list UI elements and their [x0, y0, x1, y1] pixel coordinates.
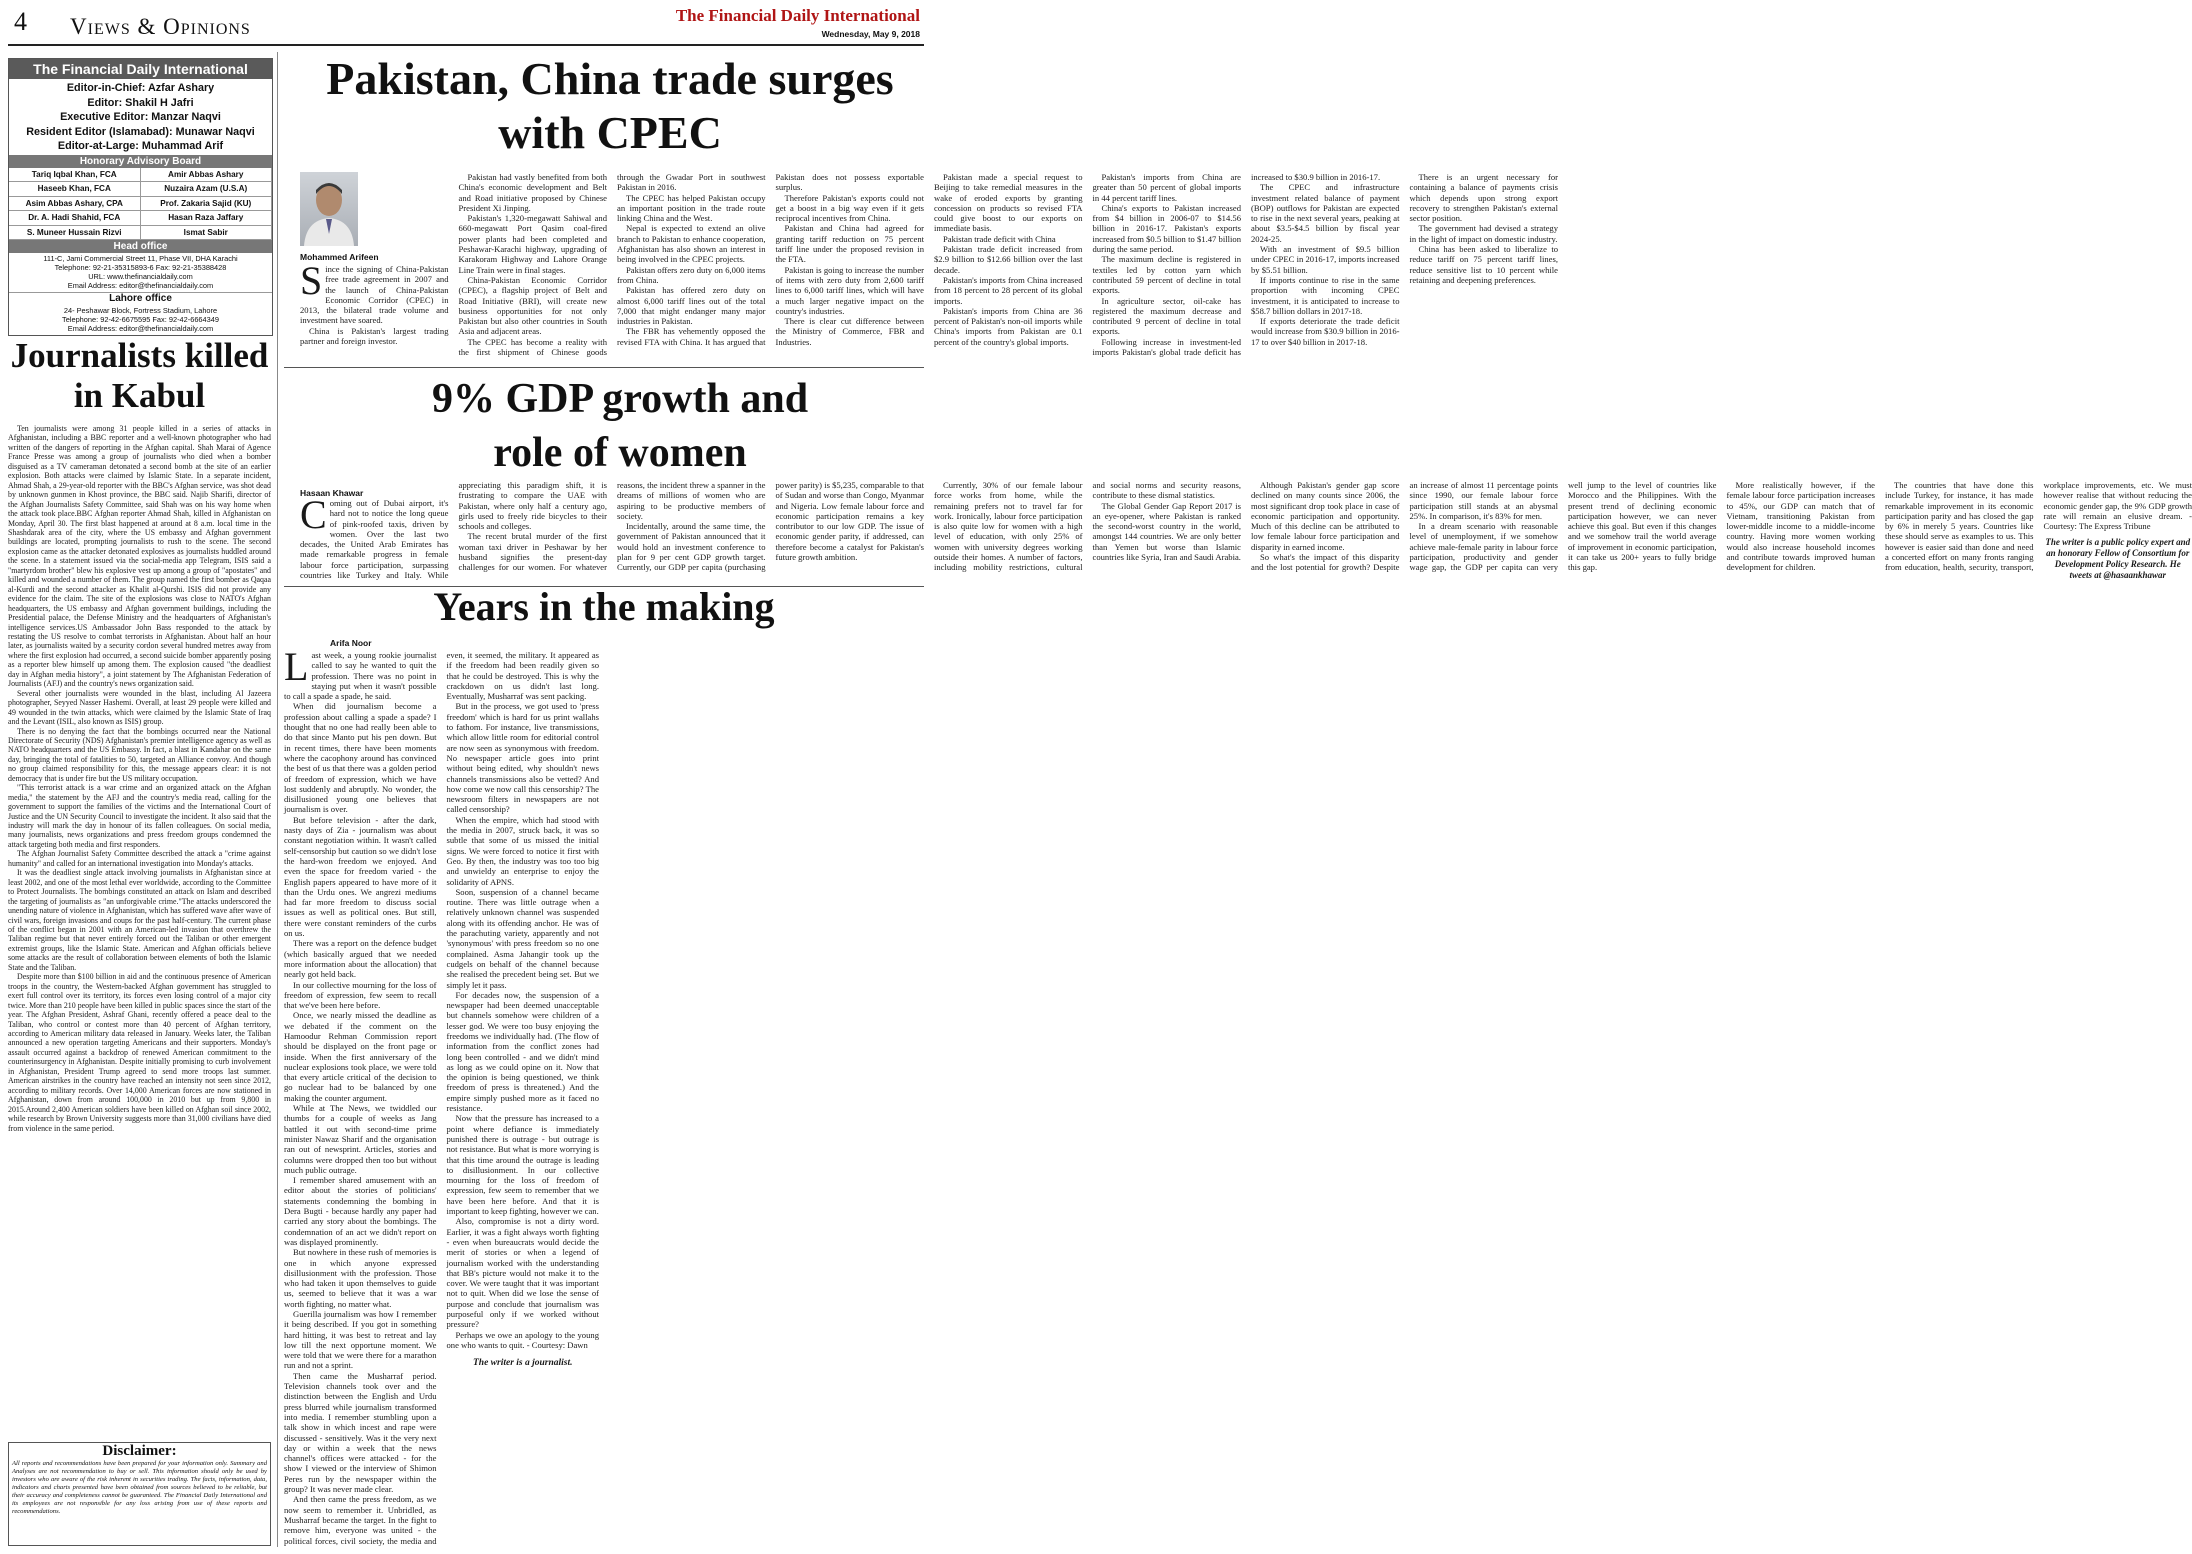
paragraph: Once, we nearly missed the deadline as we debated if the comment on the Hamoodur Rehman Commission report should be displayed on the front page or inside. When the first anniversary of the nuclear explosions took place, we were told that every article critical of the decision to go nuclear had to be balanced by one making the counter argument.	[284, 1010, 437, 1103]
years-headline: Years in the making	[433, 584, 775, 629]
advisory-title: Honorary Advisory Board	[9, 155, 272, 168]
editorial-board	[8, 58, 273, 336]
editor-line: Executive Editor: Manzar Naqvi	[60, 111, 221, 123]
paragraph: But nowhere in these rush of memories is one in which anyone expressed disillusionment with the profession. Those who had taken it upon themselves to guide us, seemed to believe that it was a war worth fighting, no matter what.	[284, 1247, 437, 1309]
paragraph: Also, compromise is not a dirty word. Earlier, it was a fight always worth fighting - even when bureaucrats would decide the merit of stories or when a legend of journalism worked with the understanding that BB's picture would not make it to the cover. We were taught that it was important not to quit. When did we lose the sense of purpose and conclude that journalism was purposeful only if we worked without pressure?	[446, 1216, 599, 1330]
advisor: Asim Abbas Ashary, CPA	[9, 197, 141, 212]
section-title: Views & Opinions	[70, 14, 251, 39]
paragraph: China's exports to Pakistan increased from $4 billion in 2006-07 to $14.56 billion in 2016-17. Pakistan's exports increased from $0.5 billion to $1.47 billion during the same period.	[1092, 202, 1241, 255]
author-bio: The writer is a public policy expert and an honorary Fellow of Consortium for Development Policy Research. He tweets at @hasaankhawar	[2045, 537, 2191, 581]
paragraph: The CPEC has become a reality with the first shipment of Chinese goods through the Gwadar Port in southwest Pakistan in 2016.	[458, 172, 766, 358]
paragraph: Pakistan's imports from China are greater than 50 percent of global imports in 44 percent tariff lines.	[1092, 172, 1241, 203]
advisor: Haseeb Khan, FCA	[9, 182, 141, 197]
paragraph: Despite more than $100 billion in aid and the continuous presence of American troops in the country, the Western-backed Afghan government has struggled to exert full control over its territory, its forces even losing control of a major city twice. More than 210 people have been killed in public spaces since the start of the year. The Afghan President, Ashraf Ghani, recently offered a peace deal to the Taliban, who control or contest more than 40 percent of Afghan territory, according to American military data released in January. Weeks later, the Taliban announced a new operation targeting Americans and their supporters. Monday's assault occurred against a backdrop of renewed American commitment to the counterinsurgency in Afghanistan. Despite initially promising to curb involvement in Afghanistan, President Trump agreed to send more troops last summer. American airstrikes in the country have reached an intensity not seen since 2012, according to military records. Over 14,000 American forces are now stationed in Afghanistan, down from around 100,000 in 2010 but up from 9,800 in 2015.Around 2,400 American soldiers have been killed on Afghan soil since 2002, while research by Brown University suggests more than 31,000 civilians have died from violence in the same period.	[8, 972, 271, 1133]
years-author: Arifa Noor	[330, 638, 372, 648]
paragraph: Currently, 30% of our female labour force works from home, while the remaining prefers not to travel far for work. Ironically, labour force participation is also quite low for women with a high level of education, with only 25% of women with university degrees working outside their homes. A number of factors, including mobility restrictions, cultural and social norms and security reasons, contribute to these dismal statistics.	[934, 480, 1241, 573]
advisor: S. Muneer Hussain Rizvi	[9, 226, 141, 241]
paragraph: China-Pakistan Economic Corridor (CPEC), a flagship project of Belt and Road Initiative (BRI), will create new business opportunities for not only Pakistan but also other countries in South Asia and adjacent areas.	[458, 274, 607, 337]
paragraph: There is clear cut difference between the Ministry of Commerce, FBR and Industries.	[775, 316, 924, 347]
editor-line: Editor: Shakil H Jafri	[87, 96, 194, 109]
paragraph: So what's the impact of this disparity and the lost potential for growth? Despite an increase of almost 11 percentage points since 1990, our female labour force participation still stands at an abysmal 25%. In comparison, it's 83% for men.	[1251, 480, 1558, 573]
paragraph: The CPEC and infrastructure investment related balance of payment (BOP) outflows for Pakistan are expected to rise in the next several years, peaking at about $3.5-$4.5 billion by fiscal year 2024-25.	[1251, 182, 1400, 244]
masthead-name: The Financial Daily International	[675, 6, 920, 25]
advisor: Nuzaira Azam (U.S.A)	[141, 182, 273, 197]
advisor: Ismat Sabir	[141, 226, 273, 241]
paragraph: Now that the pressure has increased to a point where defiance is immediately punished there is outrage - but outrage is not resistance. But what is more worrying is that this time around the outrage is leading to disillusionment. In our collective mourning for the loss of freedom of expression, few seem to remember that we have been here before. And that it is important to keep fighting, however we can.	[446, 1113, 599, 1217]
paragraph: Pakistan had vastly benefited from both China's economic development and Belt and Road initiative proposed by Chinese President Xi Jinping.	[458, 172, 607, 213]
paragraph: Pakistan made a special request to Beijing to take remedial measures in the wake of eroded exports by granting concession on products so revised FTA could give boost to our exports on immediate basis.	[934, 172, 1083, 234]
address-line: 111-C, Jami Commercial Street 11, Phase VII, DHA Karachi	[43, 254, 238, 263]
paragraph: China is Pakistan's largest trading partner and foreign investor.	[300, 325, 449, 347]
paragraph: The CPEC has helped Pakistan occupy an important position in the trade route linking China and the West.	[617, 192, 766, 224]
paragraph: Pakistan trade deficit increased from $2.9 billion to $12.66 billion over the last decade.	[934, 244, 1083, 275]
paragraph-lead: Last week, a young rookie journalist called to say he wanted to quit the profession. There was no point in staying put when it wasn't possible to call a spade a spade, he said.	[284, 644, 437, 702]
paragraph: The FBR has vehemently opposed the revised FTA with China. It has argued that Pakistan does not possess exportable surplus.	[617, 172, 924, 347]
head-office-details	[9, 253, 272, 292]
advisor: Amir Abbas Ashary	[141, 168, 273, 183]
author-bio: The writer is a journalist.	[472, 1358, 573, 1369]
board-title: The Financial Daily International	[9, 59, 272, 79]
paragraph: In our collective mourning for the loss of freedom of expression, few seem to recall that we've been here before.	[284, 979, 437, 1011]
paragraph: And then came the press freedom, as we now seem to remember it. Unbridled, as Musharraf became the target. In the fight to remove him, everyone was united - the political forces, civil society, the media and even, it seemed, the military. It appeared as if the freedom had been readily given so that he could be destroyed. This is why the crackdown on us didn't last long. Eventually, Musharraf was sent packing.	[284, 650, 599, 1546]
address-line: URL: www.thefinancialdaily.com	[88, 272, 193, 281]
kabul-body	[8, 424, 271, 1439]
paragraph: For decades now, the suspension of a newspaper had been deemed unacceptable but channels somehow were children of a lesser god. We were too busy enjoying the freedoms we individually had. (The flow of information from the conflict zones had long been controlled - and we didn't mind as long as we could opine on it. Now that the opinion is being questioned, we think freedom of press is threatened.) And the empire simply pushed more as it faced no resistance.	[446, 989, 599, 1114]
paragraph: There was a report on the defence budget (which basically argued that we needed more information about the allocation) that nearly got held back.	[284, 938, 437, 980]
gdp-author: Hasaan Khawar	[300, 488, 364, 498]
cpec-headline: Pakistan, China trade surges with CPEC	[326, 53, 894, 158]
paragraph: More realistically however, if the female labour force participation increases to 45%, our GDP can match that of Vietnam, transitioning Pakistan from lower-middle income to a middle-income country. Having more women working would also increase household incomes and contribute towards improved human development for children.	[1726, 480, 1875, 573]
paragraph: If imports continue to rise in the same proportion with incoming CPEC investment, it is anticipated to increase to $58.7 billion dollars in 2017-18.	[1251, 274, 1400, 316]
section-rule	[284, 367, 924, 368]
column-divider	[277, 52, 278, 1547]
editor-line: Resident Editor (Islamabad): Munawar Naqvi	[26, 125, 255, 138]
paragraph: Pakistan and China had agreed for granting tariff reduction on 75 percent tariff line under the proposed revision in the FTA.	[775, 223, 924, 265]
address-line: 24- Peshawar Block, Fortress Stadium, Lahore	[63, 306, 218, 315]
paragraph: Pakistan trade deficit with China	[943, 233, 1056, 244]
editor-line: Editor-at-Large: Muhammad Arif	[57, 140, 224, 152]
cpec-body	[300, 172, 1558, 362]
paragraph: The maximum decline is registered in textiles led by cotton yarn which contributed 59 percent of decline in total exports.	[1092, 254, 1241, 296]
paragraph: In agriculture sector, oil-cake has registered the maximum decrease and contributed 9 percent of decline in total exports.	[1092, 295, 1241, 337]
paragraph-lead: Coming out of Dubai airport, it's hard not to notice the long queue of pink-roofed taxis, driven by women. Over the last two decades, the United Arab Emirates has made remarkable progress in female labour force participation, surpassing countries like Turkey and Italy. While appreciating this paradigm shift, it is frustrating to compare the UAE with Pakistan, where only half a century ago, girls used to freely ride bicycles to their schools and colleges.	[300, 480, 607, 581]
paragraph: When did journalism become a profession about calling a spade a spade? I thought that no one had really been able to do that since Manto put his pen down. But in recent times, there have been moments where the cacophony around has convinced the best of us that there was a golden period of freedom of expression, which we have lost suddenly and abruptly. No wonder, the disillusioned young one believes that journalism is over.	[284, 701, 437, 815]
paragraph: Guerilla journalism was how I remember it being described. If you got in something hard hitting, it was best to retreat and lay low till the next opportune moment. We were told that we were there for a marathon run and not a sprint.	[284, 1309, 437, 1371]
disclaimer-text: All reports and recommendations have been prepared for your information only. Summary and Analyses are not recommendation to buy or sell. This information should only be used by investors who are aware of the risk inherent in securities trading. The facts, information, data, indicators and charts presented have been obtained from sources believed to be reliable, but their accuracy and completeness cannot be guaranteed. The Financial Daily International and its employees are not responsible for any loss arising from use of these reports and recommendations.	[12, 1460, 267, 1515]
editors-list	[9, 79, 272, 155]
gdp-headline: 9% GDP growth and role of women	[431, 376, 809, 476]
paragraph: I remember shared amusement with an editor about the stories of politicians' statements condemning the bombing in Dera Bugti - because hardly any paper had carried any story about the bombings. The condemnation of an act we didn't report on was displayed prominently.	[284, 1175, 437, 1247]
address-line: Email Address: editor@thefinancialdaily.com	[67, 281, 214, 290]
paragraph: Incidentally, around the same time, the government of Pakistan announced that it would hold an investment conference to plan for 9 per cent GDP growth target. Currently, our GDP per capita (purchasing power parity) is $5,235, comparable to that of Sudan and worse than Congo, Myanmar and Nigeria. Low female labour force and economic participation remains a key contributor to our low GDP. The issue of economic gender parity, if addressed, can therefore become a catalyst for Pakistan's future growth ambition.	[617, 480, 924, 573]
advisor: Tariq Iqbal Khan, FCA	[9, 168, 141, 183]
paragraph: The government had devised a strategy in the light of impact on domestic industry.	[1409, 223, 1558, 244]
paragraph: The countries that have done this include Turkey, for instance, it has made remarkable improvement in its economic participation parity and has closed the gap by 6% in merely 5 years. Countries like these should serve as examples to us. This however is easier said than done and need a concerted effort on many fronts ranging from education, health, security, transport, workplace improvements, etc. We must however realise that without reducing the economic gender gap, the 9% GDP growth rate will remain an elusive dream. -Courtesy: The Express Tribune	[1885, 480, 2192, 573]
cpec-author: Mohammed Arifeen	[300, 252, 379, 262]
advisory-board	[9, 168, 272, 241]
paragraph: But before television - after the dark, nasty days of Zia - journalism was about constant negotiation within. It wasn't called self-censorship but caution so we didn't lose the hard-won freedom we enjoyed. And even the space for freedom varied - the English papers appeared to have more of it than the Urdu ones. We angrezi mediums had far more freedom to discuss social issues as well as political ones. But still, there were constant reminders of the curbs on us.	[284, 814, 437, 939]
editor-line: Editor-in-Chief: Azfar Ashary	[66, 82, 215, 94]
lahore-office-title: Lahore office	[9, 292, 272, 305]
header-rule	[8, 44, 924, 46]
paragraph-lead: Since the signing of China-Pakistan free trade agreement in 2007 and the launch of China-Pakistan Economic Corridor (CPEC) in 2013, the bilateral trade volume and investment have soared.	[300, 258, 449, 326]
head-office-title: Head office	[9, 240, 272, 253]
address-line: Telephone: 92-21-35315893-6 Fax: 92-21-35388428	[54, 263, 227, 272]
disclaimer-box	[8, 1442, 271, 1546]
issue-date: Wednesday, May 9, 2018	[821, 29, 920, 39]
paragraph: China has been asked to liberalize to reduce tariff on 75 percent tariff lines, reduce sensitive list to 10 percent while retaining and deepening preferences.	[1409, 244, 1558, 285]
paragraph: It was the deadliest single attack involving journalists in Afghanistan since at least 2002, and one of the most lethal ever worldwide, according to the Committee to Protect Journalists. The bombings constituted an attack on Islam and described the targeting of journalists as "an unforgivable crime."The attacks underscored the unending nature of violence in Afghanistan, which has suffered wave after wave of civil wars, foreign invasions and coups for the past half-century. The current phase of the conflict began in 2001 with an American-led invasion that overthrew the Taliban regime but that never entirely forced out the Taliban or other emergent extremist groups, like the Islamic State. American and Afghan officials believe some attacks are the result of collaboration between elements of both the Islamic State and the Taliban.	[8, 868, 271, 972]
gdp-body	[300, 480, 2192, 582]
paragraph: Then came the Musharraf period. Television channels took over and the distinction between the English and Urdu press blurred while journalism transformed into media. I remember stumbling upon a talk show in which incest and rape were discussed - sensitively. Was it the very next day or within a week that the news channel's offices were attacked - for the show I viewed or the interview of Shimon Peres run by the newspaper within the group? It was never made clear.	[284, 1370, 437, 1495]
paragraph: "This terrorist attack is a war crime and an organized attack on the Afghan media," the statement by the AFJ and the country's media read, calling for the government to support the families of the victims and the International Court of Justice and the UN Security Council to investigate the incident. It also said that the industry will mark the day in honour of its fallen colleagues. On social media, many journalists, news organizations and press freedom groups condemned the attack targeting both media and first responders.	[8, 783, 271, 849]
paragraph: Perhaps we owe an apology to the young one who wants to quit. - Courtesy: Dawn	[446, 1329, 599, 1350]
paragraph: There is no denying the fact that the bombings occurred near the National Directorate of Security (NDS) Afghanistan's premier intelligence agency as well as NATO headquarters and the US Embassy. In fact, a blast in Kandahar on the same day, bringing the total of fatalities to 50, targeted an Alliance convoy. And though no group claimed responsibility for this, the message appears clear: it is not democracy that is under fire but the US military occupation.	[8, 726, 271, 783]
paragraph: Pakistan's imports from China are 36 percent of Pakistan's non-oil imports while China's imports from Pakistan are 0.1 percent of the country's global imports.	[934, 305, 1083, 347]
paragraph: Pakistan has offered zero duty on almost 6,000 tariff lines out of the total 7,000 that might endanger many major industries in Pakistan.	[617, 285, 766, 327]
paragraph: When the empire, which had stood with the media in 2007, struck back, it was so subtle that some of us missed the initial signs. We were forced to notice it first with Geo. By then, the industry was too too big and unwieldy an enterprise to enjoy the solidarity of APNS.	[446, 814, 599, 887]
paragraph: Pakistan's imports from China increased from 18 percent to 28 percent of its global imports.	[934, 274, 1083, 306]
paragraph: Soon, suspension of a channel became routine. There was little outrage when a relatively unknown channel was suspended along with its offending anchor. He was of the parachuting variety, apparently and not 'synonymous' with press freedom so no one complained. Asma Jahangir took up the cudgels on behalf of the channel because she realised the precedent being set. But we simply let it pass.	[446, 886, 599, 990]
address-line: Telephone: 92-42-6675595 Fax: 92-42-6664349	[62, 315, 219, 324]
paragraph: While at The News, we twiddled our thumbs for a couple of weeks as Jang battled it out with second-time prime minister Nawaz Sharif and the organisation ran out of newsprint. Articles, stories and columns were dropped then too but without much public outrage.	[284, 1103, 437, 1175]
paragraph: But in the process, we got used to 'press freedom' which is hard for us print wallahs to fathom. For instance, live transmissions, which allow little room for editorial control are now seen as synonymous with freedom. No newspaper article goes into print without being edited, why shouldn't news channels transmissions also be vetted? And how come we now call this censorship? The newsroom filters in newspapers are not called censorship?	[446, 701, 599, 815]
paragraph: The Global Gender Gap Report 2017 is an eye-opener, where Pakistan is ranked the second-worst country in the world, amongst 144 countries. We are only better than Yemen but worse than Islamic countries like Syria, Iran and Saudi Arabia.	[1092, 500, 1241, 563]
paragraph: Pakistan is going to increase the number of items with zero duty from 2,600 tariff lines to 6,000 tariff lines, which will have a much larger negative impact on the country's industries.	[775, 264, 924, 316]
paragraph: Although Pakistan's gender gap score declined on many counts since 2006, the most significant drop took place in case of economic participation and opportunity. Much of this decline can be attributed to low female labour force participation and disparity in earned income.	[1251, 480, 1400, 552]
paragraph: Pakistan offers zero duty on 6,000 items from China.	[617, 264, 766, 285]
paragraph: Ten journalists were among 31 people killed in a series of attacks in Afghanistan, including a BBC reporter and a well-known photographer who had written of the dangers of reporting in the Afghan capital. Shah Marai of Agence France Presse was among a group of journalists who died when a bomber disguised as a TV cameraman detonated a second bomb at the site of an earlier explosion. Both attacks were claimed by Islamic State. In a separate incident, Ahmad Shah, a 29-year-old reporter with the BBC's Afghan service, was shot dead by unknown gunmen in Khost province, the BBC said. Najib Sharifi, director of the Afghan Journalists Safety Committee, said Shah was on his way home when the attack took place.BBC Afghan reporter Ahmad Shah, killed in Afghanistan on Monday, April 30. The first blast happened at around at 8 a.m. local time in the Shashdarak area of the city, where the US embassy and Afghan government buildings are located, prompting journalists to rush to the scene. The second explosion came as the attacker detonated explosives as journalists huddled around the scene. In a statement issued via the social-media app Telegram, ISIS said a "martyrdom brother" blew his explosive vest up among a group of "apostates" and killed and wounded a number of them. The group named the first bomber as Qaqaa al-Kurdi and the second attacker as Khalit al-Qurshi. ISIS did not provide any evidence for the claim. The site of the explosions was close to NATO's Afghan headquarters, the US embassy and Afghan government buildings, including the Presidential palace, the Defense Ministry and the headquarters of Afghanistan's intelligence services.US Ambassador John Bass responded to the attack by restating the US resolve to combat terrorists in Afghanistan. About half an hour later, as journalists waited by a security cordon several hundred metres away from where the first explosion had occurred, a second suicide bomber apparently posing as a reporter blew himself up among them. The explosion caused "the deadliest day in Afghan media history", a joint statement by The Afghanistan Federation of Journalists (AFJ) and the country's news organization said.	[8, 424, 271, 689]
advisor: Prof. Zakaria Sajid (KU)	[141, 197, 273, 212]
page-number: 4	[14, 7, 27, 36]
paragraph: If exports deteriorate the trade deficit would increase from $30.9 billion in 2016-17 to over $40 billion in 2017-18.	[1251, 316, 1400, 347]
paragraph: Several other journalists were wounded in the blast, including Al Jazeera photographer, Seyyed Nasser Hashemi. Overall, at least 29 people were killed and 49 wounded in the twin attacks, which were claimed by the Islamic State of Iraq and the Levant (ISIL, also known as ISIS) group.	[8, 688, 271, 727]
kabul-headline: Journalists killed in Kabul	[10, 336, 269, 415]
paragraph: The recent brutal murder of the first woman taxi driver in Peshawar by her husband signifies the present-day challenges for our women. For whatever reasons, the incident threw a spanner in the dreams of millions of women who are aspiring to be productive members of society.	[458, 480, 766, 573]
paragraph: The Afghan Journalist Safety Committee described the attack a "crime against humanity" and called for an international investigation into Monday's attacks.	[8, 849, 271, 868]
paragraph: Therefore Pakistan's exports could not get a boost in a big way even if it gets reciprocal incentives from China.	[775, 192, 924, 224]
lahore-office-details	[9, 305, 272, 335]
disclaimer-title: Disclaimer:	[102, 1443, 177, 1459]
paragraph: Following increase in investment-led imports Pakistan's global trade deficit has increased to $30.9 billion in 2016-17.	[1092, 172, 1381, 358]
paragraph: In a dream scenario with reasonable level of unemployment, if we somehow achieve male-female parity in labour force participation, productivity and gender wage gap, the GDP per capita can very well jump to the level of countries like Morocco and the Philippines. With the present trend of declining economic participation however, we can never achieve this goal. But even if this changes and we somehow trail the world average of improvement in economic participation, it can take us 200+ years to fully bridge this gap.	[1409, 480, 1717, 573]
paragraph: Nepal is expected to extend an olive branch to Pakistan to enhance cooperation, Afghanistan has also shown an interest in being involved in the CPEC projects.	[617, 223, 766, 265]
advisor: Dr. A. Hadi Shahid, FCA	[9, 211, 141, 226]
advisor: Hasan Raza Jaffary	[141, 211, 273, 226]
years-body	[284, 644, 924, 1546]
address-line: Email Address: editor@thefinancialdaily.com	[67, 324, 214, 333]
paragraph: With an investment of $9.5 billion under CPEC in 2016-17, imports increased by $5.51 billion.	[1251, 244, 1400, 275]
paragraph: There is an urgent necessary for containing a balance of payments crisis which depends upon strong export recovery to strengthen Pakistan's external sector position.	[1409, 172, 1558, 224]
paragraph: Pakistan's 1,320-megawatt Sahiwal and 660-megawatt Port Qasim coal-fired power plants had been completed and Peshawar-Karachi highway, upgrading of Karakoram Highway and Lahore Orange Line Train were in final stages.	[458, 213, 607, 275]
